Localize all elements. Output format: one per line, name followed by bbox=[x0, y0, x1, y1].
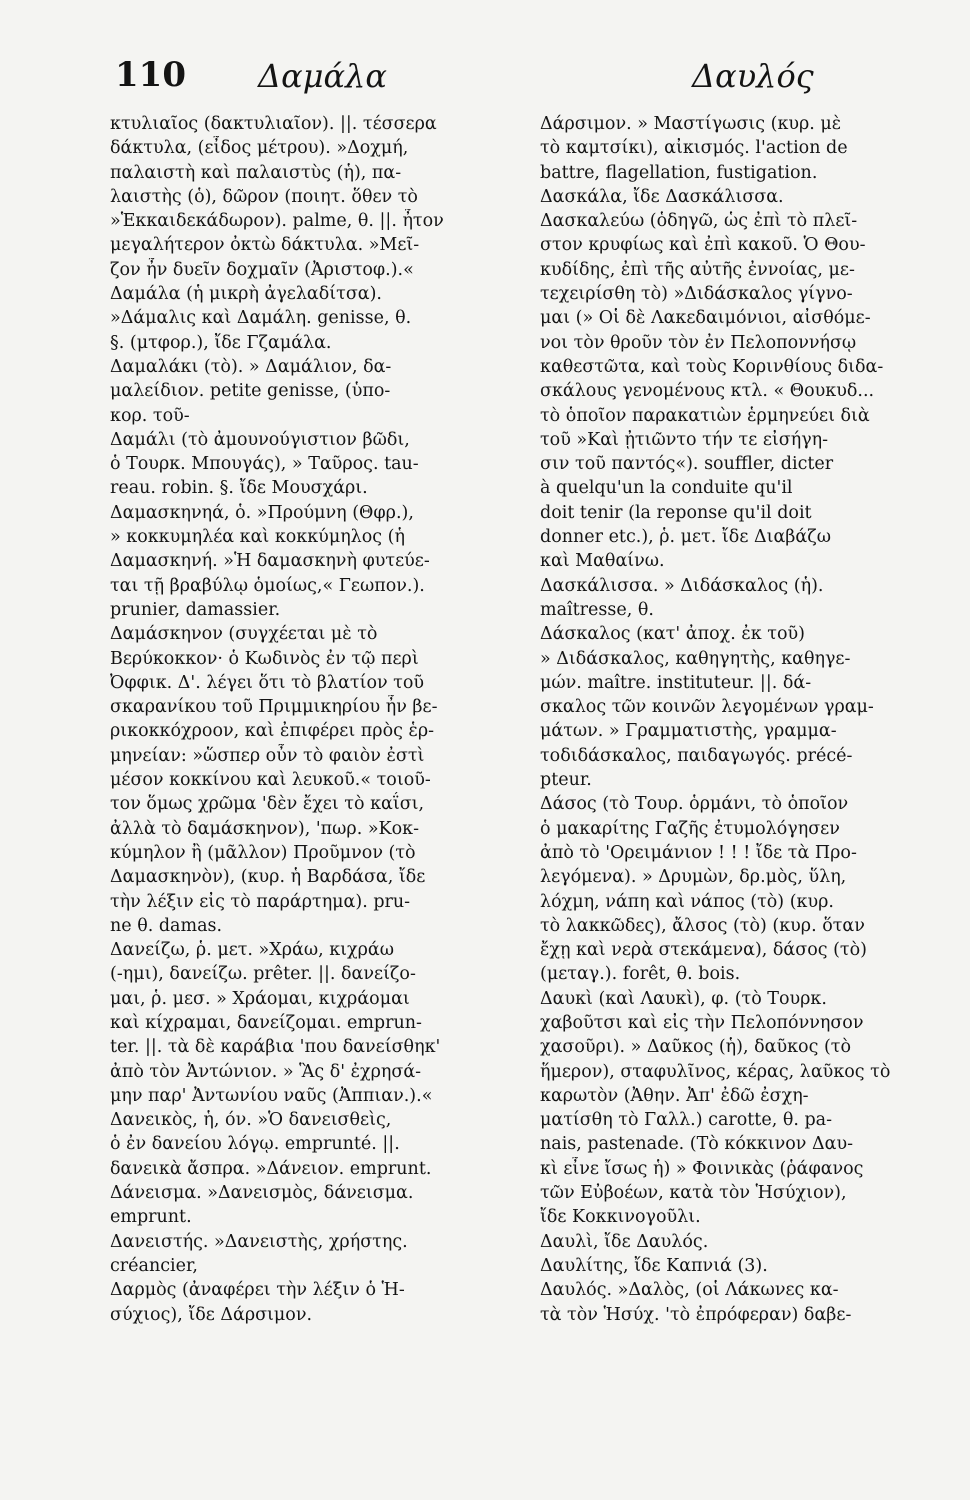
text-line: τοδιδάσκαλος, παιδαγωγός. précé- bbox=[540, 745, 853, 766]
text-line: ματίσθη τὸ Γαλλ.) carotte, θ. pa- bbox=[540, 1110, 833, 1131]
text-line: Δαυλός. »Δαλὸς, (οἱ Λάκωνες κα- bbox=[540, 1280, 839, 1301]
text-line: Δαμάλα (ἡ μικρὴ ἀγελαδίτσα). bbox=[110, 284, 382, 305]
text-line: Δάσκαλος (κατ' ἀποχ. ἐκ τοῦ) bbox=[540, 624, 805, 645]
text-line: ὁ Τουρκ. Μπουγάς), » Ταῦρος. tau- bbox=[110, 454, 419, 475]
text-line: λεγόμενα). » Δρυμὼν, δρ.μὸς, ὕλη, bbox=[540, 867, 847, 888]
text-line: ἀπὸ τὸ 'Ορειμάνιον ! ! ! ἴδε τὰ Προ- bbox=[540, 842, 857, 863]
text-line: κτυλιαῖος (δακτυλιαῖον). ||. τέσσερα bbox=[110, 114, 437, 134]
text-line: Βερύκοκκον· ὁ Κωδινὸς ἐν τῷ περὶ bbox=[110, 648, 419, 669]
text-line: δάκτυλα, (εἶδος μέτρου). »Δοχμή, bbox=[110, 138, 409, 159]
text-line: τον ὅμως χρῶμα 'δὲν ἔχει τὸ καΐσι, bbox=[110, 794, 425, 815]
text-line: Δασκάλα, ἴδε Δασκάλισσα. bbox=[540, 186, 784, 207]
text-line: Δανειστής. »Δανειστὴς, χρήστης. bbox=[110, 1231, 408, 1252]
text-line: νοι τὸν θροῦν τὸν ἐν Πελοποννήσῳ bbox=[540, 332, 857, 353]
text-line: τὴν λέξιν εἰς τὸ παράρτημα). pru- bbox=[110, 891, 411, 912]
text-line: παλαιστὴ καὶ παλαιστὺς (ἡ), πα- bbox=[110, 162, 402, 183]
text-line: σκάλους γενομένους κτλ. « Θουκυδ... bbox=[540, 381, 875, 402]
text-line: emprunt. bbox=[110, 1207, 192, 1228]
text-line: ἀπὸ τὸν Ἀντώνιον. » Ἃς δ' ἐχρησά- bbox=[110, 1061, 422, 1082]
text-line: Δαυλίτης, ἴδε Καπνιά (3). bbox=[540, 1255, 768, 1276]
text-line: prunier, damassier. bbox=[110, 599, 281, 620]
text-line: ἥμερον), σταφυλῖνος, κέρας, λαῦκος τὸ bbox=[540, 1061, 891, 1082]
text-line: καὶ κίχραμαι, δανείζομαι. emprun- bbox=[110, 1012, 422, 1033]
page-number: 110 bbox=[115, 55, 186, 95]
text-line: Δαμασκηνὸν), (κυρ. ἡ Βαρδάσα, ἴδε bbox=[110, 867, 426, 888]
left-column bbox=[110, 112, 505, 1327]
text-line: doit tenir (la reponse qu'il doit bbox=[540, 502, 812, 523]
text-line: μαλείδιον. petite genisse, (ὑπο- bbox=[110, 381, 391, 402]
text-line: Δάνεισμα. »Δανεισμὸς, δάνεισμα. bbox=[110, 1183, 414, 1204]
text-line: Ὀφφικ. Δ'. λέγει ὅτι τὸ βλατίον τοῦ bbox=[110, 672, 425, 693]
text-line: ἴδε Κοκκινογοῦλι. bbox=[540, 1207, 701, 1228]
text-line: μάτων. » Γραμματιστὴς, γραμμα- bbox=[540, 721, 837, 742]
text-line: καρωτὸν (Ἀθην. Ἀπ' ἐδῶ ἐσχη- bbox=[540, 1085, 809, 1106]
text-line: Δαυλὶ, ἴδε Δαυλός. bbox=[540, 1231, 709, 1252]
text-line: maîtresse, θ. bbox=[540, 599, 654, 620]
text-line: »Ἑκκαιδεκάδωρον). palme, θ. ||. ἦτον bbox=[110, 211, 444, 232]
text-line: nais, pastenade. (Τὸ κόκκινον Δαυ- bbox=[540, 1134, 853, 1155]
text-line: κὶ εἶνε ἴσως ἡ) » Φοινικὰς (ῥάφανος bbox=[540, 1158, 864, 1179]
text-line: λαιστὴς (ὁ), δῶρον (ποιητ. ὅθεν τὸ bbox=[110, 186, 418, 207]
text-line: Δασκαλεύω (ὁδηγῶ, ὡς ἐπὶ τὸ πλεῖ- bbox=[540, 211, 858, 232]
text-line: Δαμάλι (τὸ ἀμουνούγιστιον βῶδι, bbox=[110, 429, 410, 450]
text-line: Δανείζω, ῥ. μετ. »Χράω, κιχράω bbox=[110, 940, 395, 961]
text-line: τοῦ »Καὶ ᾐτιῶντο τήν τε εἰσήγη- bbox=[540, 429, 829, 450]
text-line: μηνείαν: »ὥσπερ οὖν τὸ φαιὸν ἐστὶ bbox=[110, 745, 425, 766]
text-line: §. (μτφορ.), ἴδε Γζαμάλα. bbox=[110, 332, 332, 353]
text-line: μαι (» Οἱ δὲ Λακεδαιμόνιοι, αἰσθόμε- bbox=[540, 308, 871, 329]
text-line: σιν τοῦ παντός«). souffler, dicter bbox=[540, 454, 834, 475]
text-line: ter. ||. τὰ δὲ καράβια 'που δανείσθηκ' bbox=[110, 1037, 441, 1058]
right-column bbox=[540, 112, 955, 1327]
text-line: κύμηλον ἢ (μᾶλλον) Προῦμνον (τὸ bbox=[110, 842, 416, 863]
text-line: μαι, ῥ. μεσ. » Χράομαι, κιχράομαι bbox=[110, 988, 410, 1009]
text-line: στον κρυφίως καὶ ἐπὶ κακοῦ. Ὁ Θου- bbox=[540, 235, 866, 256]
text-line: Δασκάλισσα. » Διδάσκαλος (ἡ). bbox=[540, 575, 824, 596]
text-line: μεγαλήτερον ὀκτὼ δάκτυλα. »Μεῖ- bbox=[110, 235, 420, 256]
text-line: »Δάμαλις καὶ Δαμάλη. genisse, θ. bbox=[110, 308, 412, 329]
text-line: Δαρμὸς (ἀναφέρει τὴν λέξιν ὁ Ἡ- bbox=[110, 1280, 405, 1301]
text-line: (-ημι), δανείζω. prêter. ||. δανείζο- bbox=[110, 964, 416, 985]
text-line: » Διδάσκαλος, καθηγητὴς, καθηγε- bbox=[540, 648, 851, 669]
text-line: μέσον κοκκίνου καὶ λευκοῦ.« τοιοῦ- bbox=[110, 770, 431, 791]
text-line: χασοῦρι). » Δαῦκος (ἡ), δαῦκος (τὸ bbox=[540, 1037, 851, 1058]
text-line: reau. robin. §. ἴδε Μουσχάρι. bbox=[110, 478, 368, 499]
text-line: δανεικὰ ἄσπρα. »Δάνειον. emprunt. bbox=[110, 1158, 432, 1179]
left-running-headword: Δαμάλα bbox=[258, 57, 388, 95]
text-line: τὸ ὁποῖον παρακατιὼν ἑρμηνεύει διὰ bbox=[540, 405, 870, 426]
text-line: σκαλος τῶν κοινῶν λεγομένων γραμ- bbox=[540, 697, 874, 718]
text-line: τὸ λακκῶδες), ἄλσος (τὸ) (κυρ. ὅταν bbox=[540, 915, 865, 936]
text-line: τῶν Εὐβοέων, κατὰ τὸν Ἡσύχιον), bbox=[540, 1183, 847, 1204]
text-line: Δάσος (τὸ Τουρ. ὁρμάνι, τὸ ὁποῖον bbox=[540, 794, 849, 815]
text-line: ται τῇ βραβύλῳ ὁμοίως,« Γεωπον.). bbox=[110, 575, 425, 596]
text-line: Δαμάσκηνον (συγχέεται μὲ τὸ bbox=[110, 624, 378, 645]
text-line: battre, flagellation, fustigation. bbox=[540, 162, 818, 183]
right-running-headword: Δαυλός bbox=[692, 57, 814, 95]
text-line: χαβοῦτσι καὶ εἰς τὴν Πελοπόννησον bbox=[540, 1012, 864, 1033]
text-line: Δανεικὸς, ἡ, όν. »Ὁ δανεισθεὶς, bbox=[110, 1110, 392, 1131]
text-line: Δαμαλάκι (τὸ). » Δαμάλιον, δα- bbox=[110, 356, 392, 377]
text-line: Δάρσιμον. » Μαστίγωσις (κυρ. μὲ bbox=[540, 114, 842, 134]
text-line: μην παρ' Ἀντωνίου ναῦς (Ἀππιαν.).« bbox=[110, 1085, 433, 1106]
text-line: Δαμασκηνηά, ὁ. »Προύμνη (Θφρ.), bbox=[110, 502, 414, 523]
text-line: pteur. bbox=[540, 770, 592, 791]
text-line: ζον ἦν δυεῖν δοχμαῖν (Ἀριστοφ.).« bbox=[110, 259, 414, 280]
text-line: » κοκκυμηλέα καὶ κοκκύμηλος (ἡ bbox=[110, 527, 405, 548]
text-line: καὶ Μαθαίνω. bbox=[540, 551, 665, 572]
text-line: à quelqu'un la conduite qu'il bbox=[540, 478, 793, 499]
text-line: τεχειρίσθη τὸ) »Διδάσκαλος γίγνο- bbox=[540, 284, 853, 305]
text-line: ne θ. damas. bbox=[110, 915, 223, 936]
text-line: καθεστῶτα, καὶ τοὺς Κορινθίους διδα- bbox=[540, 356, 884, 377]
text-line: κορ. τοῦ- bbox=[110, 405, 190, 426]
text-line: σκαρανίκου τοῦ Πριμμικηρίου ἦν βε- bbox=[110, 697, 438, 718]
text-line: Δαμασκηνή. »Ἡ δαμασκηνὴ φυτεύε- bbox=[110, 551, 430, 572]
page-header bbox=[0, 55, 970, 105]
text-line: (μεταγ.). forêt, θ. bois. bbox=[540, 964, 741, 985]
text-line: ἀλλὰ τὸ δαμάσκηνον), 'πωρ. »Κοκ- bbox=[110, 818, 420, 839]
text-line: τὰ τὸν Ἡσύχ. 'τὸ ἐπρόφεραν) δαβε- bbox=[540, 1304, 852, 1325]
text-line: ἔχῃ καὶ νερὰ στεκάμενα), δάσος (τὸ) bbox=[540, 940, 867, 961]
text-line: ὁ ἐν δανείου λόγῳ. emprunté. ||. bbox=[110, 1134, 400, 1155]
text-line: μών. maître. instituteur. ||. δά- bbox=[540, 672, 812, 693]
text-line: Δαυκὶ (καὶ Λαυκὶ), φ. (τὸ Τουρκ. bbox=[540, 988, 827, 1009]
text-line: ρικοκκόχροον, καὶ ἐπιφέρει πρὸς ἑρ- bbox=[110, 721, 435, 742]
text-line: ὁ μακαρίτης Γαζῆς ἐτυμολόγησεν bbox=[540, 818, 840, 839]
text-line: κυδίδης, ἐπὶ τῆς αὐτῆς ἐννοίας, με- bbox=[540, 259, 855, 280]
text-line: λόχμη, νάπη καὶ νάπος (τὸ) (κυρ. bbox=[540, 891, 834, 912]
text-line: créancier, bbox=[110, 1255, 198, 1276]
text-line: τὸ καμτσίκι), αἰκισμός. l'action de bbox=[540, 138, 848, 159]
text-line: donner etc.), ῥ. μετ. ἴδε Διαβάζω bbox=[540, 527, 831, 548]
text-line: σύχιος), ἴδε Δάρσιμον. bbox=[110, 1304, 313, 1325]
